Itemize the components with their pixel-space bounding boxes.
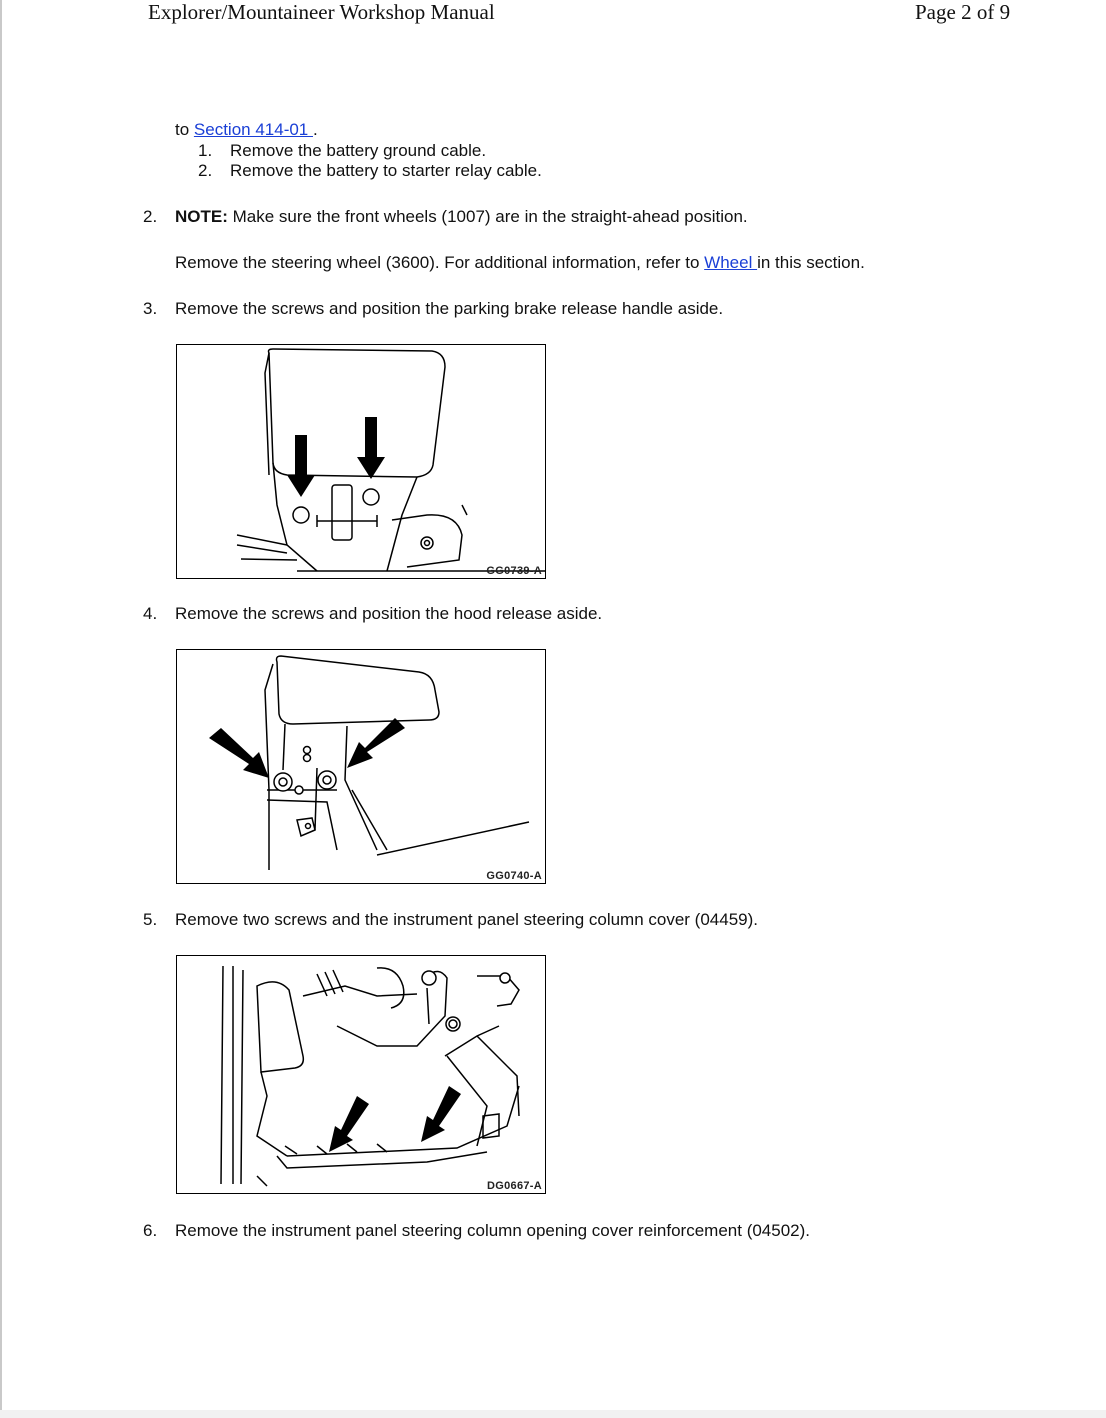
substep-text: Remove the battery ground cable. [230,141,487,160]
parking-brake-figure [176,344,546,579]
figure-id: GG0739-A [486,565,542,577]
manual-title: Explorer/Mountaineer Workshop Manual [148,0,495,24]
step-text-prefix: Remove the steering wheel (3600). For additional information, refer to [175,253,705,272]
section-link[interactable]: Section 414-01 [193,120,313,139]
note-label: NOTE: [175,207,228,226]
step-number: 2. [143,207,158,226]
step-note [175,207,748,227]
parking-brake-illustration [177,345,545,578]
column-cover-illustration [177,956,545,1193]
figure-id: GG0740-A [486,870,542,882]
step-number: 4. [143,604,158,623]
page-left-border [0,0,2,1418]
page-number: Page 2 of 9 [915,0,1011,24]
hood-release-figure [176,649,546,884]
wheel-link[interactable]: Wheel [704,253,758,272]
note-text: Make sure the front wheels (1007) are in the straight-ahead position. [227,207,748,226]
substep-number: 2. [198,161,213,180]
step-number: 5. [143,910,158,929]
step-text-suffix: in this section. [757,253,865,272]
step-text: Remove the screws and position the parking brake release handle aside. [175,299,724,318]
column-cover-figure [176,955,546,1194]
step-text: Remove the screws and position the hood release aside. [175,604,603,623]
page-bottom-edge [0,1410,1106,1418]
intro-prefix: to [175,120,194,139]
intro-suffix: . [313,120,318,139]
step-number: 3. [143,299,158,318]
step-text [175,253,865,273]
step-text: Remove the instrument panel steering column opening cover reinforcement (04502). [175,1221,811,1240]
hood-release-illustration [177,650,545,883]
intro-line [175,120,318,140]
substep-number: 1. [198,141,213,160]
figure-id: DG0667-A [487,1180,542,1192]
substep-text: Remove the battery to starter relay cable. [230,161,542,180]
step-text: Remove two screws and the instrument panel steering column cover (04459). [175,910,759,929]
step-number: 6. [143,1221,158,1240]
